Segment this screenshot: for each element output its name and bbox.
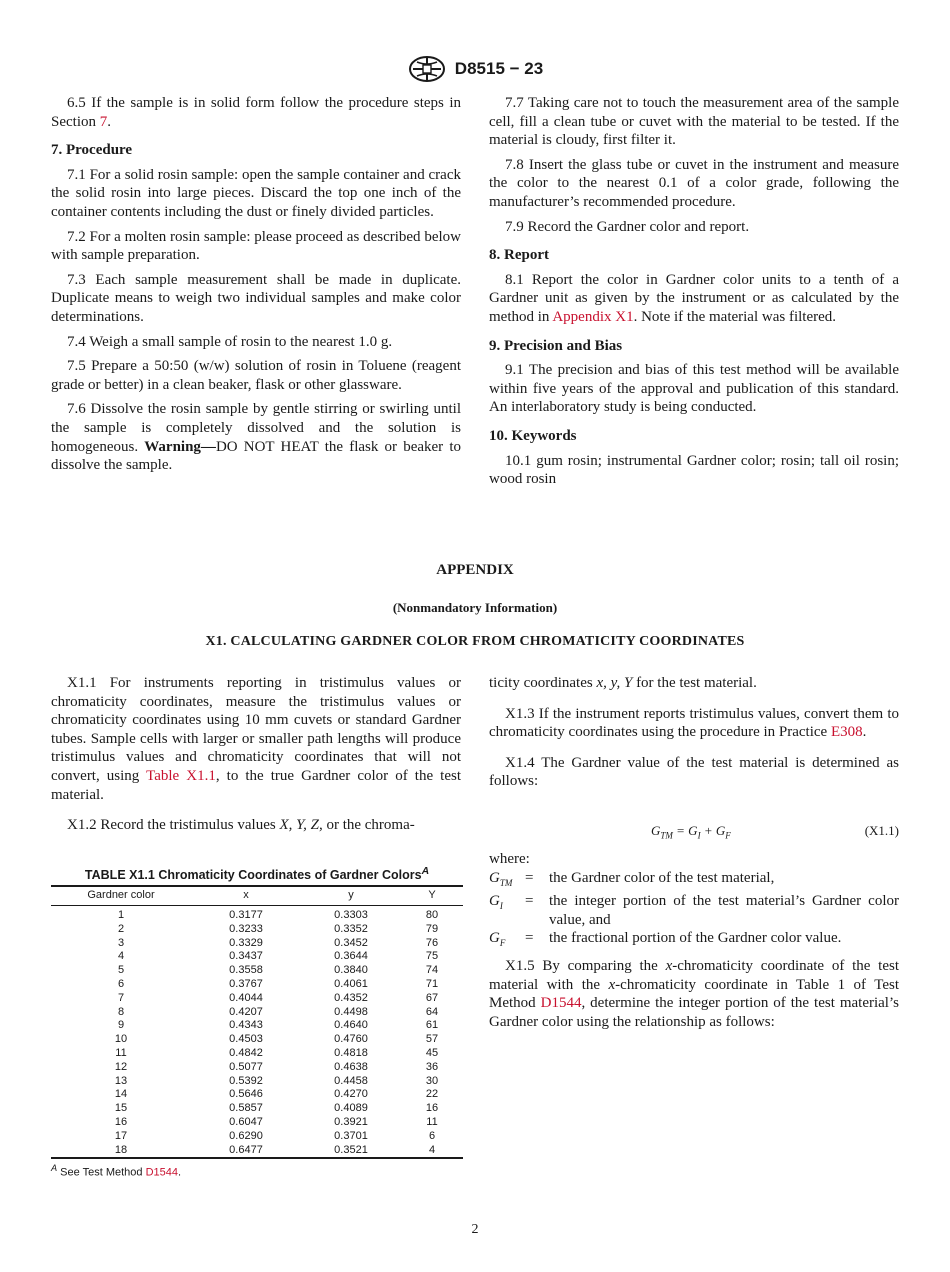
Y-cell: 57: [425, 1033, 439, 1046]
gardner-color-cell: 10: [114, 1033, 128, 1046]
paragraph-x1-5-wrap: [489, 957, 899, 1037]
gardner-color-cell: 1: [117, 909, 125, 921]
gardner-color-cell: 15: [114, 1102, 128, 1115]
x-cell: 0.6047: [229, 1115, 263, 1128]
Y-cell: 71: [425, 977, 439, 990]
gardner-color-cell: 4: [117, 950, 125, 963]
header-Y: Y: [401, 886, 463, 906]
Y-cell: 76: [425, 936, 439, 949]
table-header-row: [51, 886, 463, 906]
y-cell: 0.3921: [334, 1115, 368, 1128]
Y-cell: 75: [425, 950, 439, 963]
gardner-color-cell: 2: [117, 922, 125, 935]
Y-cell: 67: [425, 991, 439, 1004]
x-cell: 0.5646: [229, 1088, 263, 1101]
y-cell: 0.4061: [334, 977, 368, 990]
table-row: [51, 1061, 463, 1075]
x-cell: 0.5392: [229, 1074, 263, 1087]
paragraph-x1-1: X1.1 For instruments reporting in tristimulus values or chromaticity coordinates, measure the tristimulus values or chromaticity coordinates using 10 mm cuvets or standard Gardner tubes. Sample cells with larger or smaller path lengths will produce tristimulus values and chromaticity coordinates that will not convert, using Table X1.1, to the true Gardner color of the test material.: [51, 675, 462, 803]
paragraph-6-5: 6.5 If the sample is in solid form follow the procedure steps in Section 7.: [51, 95, 461, 130]
where-label: where:: [489, 851, 530, 867]
x-cell: 0.4842: [229, 1046, 263, 1059]
equation-body: $G_{TM} = G_I + G_F$: [651, 823, 731, 841]
paragraph-7-9: 7.9 Record the Gardner color and report.: [505, 218, 750, 235]
x-cell: 0.4044: [229, 991, 263, 1004]
left-column-bottom: [51, 674, 461, 841]
y-cell: 0.3452: [334, 936, 368, 949]
paragraph-7-2: 7.2 For a molten rosin sample: please proceed as described below with sample preparation.: [51, 228, 461, 264]
table-row: [51, 992, 463, 1006]
paragraph-7-7: 7.7 Taking care not to touch the measurement area of the sample cell, fill a clean tube or cuvet with the material to be tested. If the material is cloudy, first filter it.: [489, 95, 899, 149]
paragraph-x1-4: X1.4 The Gardner value of the test material is determined as follows:: [489, 754, 899, 790]
page-header: [0, 56, 950, 84]
y-cell: 0.3840: [334, 964, 368, 977]
definition-gtm: $G_{TM}$ = the Gardner color of the test material,: [489, 869, 775, 888]
heading-procedure: 7. Procedure: [51, 142, 133, 159]
section-7-link[interactable]: 7: [99, 113, 108, 130]
document-code: D8515 − 23: [454, 59, 544, 78]
gardner-color-cell: 3: [117, 936, 125, 949]
header-x: x: [191, 886, 301, 906]
y-cell: 0.3352: [334, 922, 368, 935]
d1544-footnote-link[interactable]: D1544: [145, 1166, 178, 1179]
table-footnote: $^A$ See Test Method D1544.: [51, 1163, 182, 1179]
gardner-chromaticity-table: [51, 885, 463, 1159]
x-cell: 0.3177: [229, 909, 263, 921]
gardner-color-cell: 11: [115, 1046, 127, 1059]
table-row: [51, 1075, 463, 1089]
definition-gi: $G_I$ = the integer portion of the test material’s Gardner color value, and: [489, 893, 899, 928]
gardner-color-cell: 14: [114, 1088, 128, 1101]
x-cell: 0.4503: [229, 1033, 263, 1046]
heading-precision-bias: 9. Precision and Bias: [489, 337, 623, 354]
Y-cell: 79: [425, 922, 439, 935]
Y-cell: 61: [425, 1019, 439, 1032]
Y-cell: 64: [425, 1005, 439, 1018]
paragraph-10-1: 10.1 gum rosin; instrumental Gardner color; rosin; tall oil rosin; wood rosin: [489, 452, 899, 488]
y-cell: 0.4760: [334, 1033, 368, 1046]
table-row: [51, 950, 463, 964]
appendix-subtitle: (Nonmandatory Information): [392, 600, 558, 615]
header-gardner-color: Gardner color: [51, 886, 191, 906]
gardner-color-cell: 8: [117, 1005, 125, 1018]
x-cell: 0.3329: [229, 936, 263, 949]
y-cell: 0.3521: [301, 1144, 401, 1159]
astm-logo-icon: [407, 56, 447, 82]
table-row: [51, 1116, 463, 1130]
e308-link[interactable]: E308: [830, 724, 863, 741]
definition-gf: $G_F$ = the fractional portion of the Gardner color value.: [489, 930, 842, 948]
y-cell: 0.4640: [334, 1019, 368, 1032]
page-number: 2: [471, 1222, 479, 1237]
equation-x1-1: [489, 823, 899, 841]
table-row: [51, 1088, 463, 1102]
right-column-top: [489, 94, 899, 495]
paragraph-x1-3: X1.3 If the instrument reports tristimulus values, convert them to chromaticity coordinates using the procedure in Practice E308.: [489, 705, 899, 741]
y-cell: 0.4498: [334, 1005, 368, 1018]
table-row: [51, 1033, 463, 1047]
Y-cell: 22: [425, 1088, 439, 1101]
table-row: [51, 964, 463, 978]
equation-number: (X1.1): [864, 823, 899, 838]
Y-cell: 36: [425, 1060, 439, 1073]
appendix-x1-link[interactable]: Appendix X1: [552, 308, 634, 325]
where-definitions: [489, 850, 899, 953]
header-y: y: [301, 886, 401, 906]
paragraph-7-3: 7.3 Each sample measurement shall be made in duplicate. Duplicate means to weigh two individual samples and make color determinations.: [51, 271, 461, 325]
gardner-table-wrap: [51, 885, 463, 1159]
table-caption: TABLE X1.1 Chromaticity Coordinates of Gardner Colors$^A$: [84, 866, 430, 883]
gardner-color-cell: 12: [114, 1060, 128, 1073]
x-cell: 0.4343: [229, 1019, 263, 1032]
warning-label: Warning—: [144, 438, 216, 455]
Y-cell: 11: [426, 1115, 438, 1128]
appendix-title: APPENDIX: [436, 562, 514, 578]
paragraph-7-8: 7.8 Insert the glass tube or cuvet in the instrument and measure the color to the nearest 0.1 of a color grade, following the manufacturer’s recommended procedure.: [489, 156, 899, 210]
x-cell: 0.3767: [229, 977, 263, 990]
heading-keywords: 10. Keywords: [489, 427, 577, 444]
Y-cell: 16: [425, 1102, 439, 1115]
Y-cell: 4: [401, 1144, 463, 1159]
y-cell: 0.4089: [334, 1102, 368, 1115]
table-row: [51, 1019, 463, 1033]
paragraph-7-4: 7.4 Weigh a small sample of rosin to the nearest 1.0 g.: [67, 333, 393, 350]
Y-cell: 30: [425, 1074, 439, 1087]
paragraph-8-1: 8.1 Report the color in Gardner color units to a tenth of a Gardner unit as given by the instrument or as calculated by the method in Appendix X1. Note if the material was filtered.: [489, 271, 899, 325]
x-cell: 0.5857: [229, 1102, 263, 1115]
y-cell: 0.4638: [334, 1060, 368, 1073]
x-cell: 0.6477: [191, 1144, 301, 1159]
y-cell: 0.4352: [334, 991, 368, 1004]
right-column-bottom: [489, 674, 899, 797]
gardner-color-cell: 17: [114, 1129, 128, 1142]
appendix-section-heading: X1. CALCULATING GARDNER COLOR FROM CHROMATICITY COORDINATES: [205, 634, 745, 649]
y-cell: 0.4270: [334, 1088, 368, 1101]
paragraph-7-6: 7.6 Dissolve the rosin sample by gentle stirring or swirling until the sample is completely dissolved and the solution is homogeneous. Warning—DO NOT HEAT the flask or beaker to dissolve the sample.: [51, 401, 461, 474]
gardner-color-cell: 13: [114, 1074, 128, 1087]
table-row: [51, 1130, 463, 1144]
table-x1-1-link[interactable]: Table X1.1: [146, 767, 216, 784]
paragraph-x1-5: X1.5 By comparing the x-chromaticity coordinate of the test material with the x-chromaticity coordinate in Table 1 of Test Method D1544, determine the integer portion of the test material’s Gardner color using the relationship as follows:: [489, 958, 899, 1030]
table-row: [51, 1047, 463, 1061]
table-row: [51, 923, 463, 937]
table-row: [51, 1102, 463, 1116]
Y-cell: 45: [425, 1046, 439, 1059]
table-row: [51, 978, 463, 992]
y-cell: 0.3644: [334, 950, 368, 963]
d1544-link[interactable]: D1544: [540, 995, 582, 1012]
table-row: [51, 937, 463, 951]
x-cell: 0.3437: [229, 950, 263, 963]
x-cell: 0.3558: [229, 964, 263, 977]
x-cell: 0.3233: [229, 922, 263, 935]
paragraph-7-5: 7.5 Prepare a 50:50 (w/w) solution of rosin in Toluene (reagent grade or better) in a clean beaker, flask or other glassware.: [51, 358, 461, 393]
gardner-color-cell: 18: [51, 1144, 191, 1159]
y-cell: 0.3701: [334, 1129, 368, 1142]
y-cell: 0.4818: [334, 1046, 368, 1059]
paragraph-x1-2-continued: ticity coordinates x, y, Y for the test material.: [489, 675, 757, 691]
paragraph-9-1: 9.1 The precision and bias of this test method will be available within five years of the approval and publication of this standard. An interlaboratory study is being conducted.: [489, 362, 899, 416]
x-cell: 0.4207: [229, 1005, 263, 1018]
x-cell: 0.5077: [229, 1060, 263, 1073]
left-column-top: [51, 94, 461, 481]
Y-cell: 80: [425, 909, 439, 921]
paragraph-7-1: 7.1 For a solid rosin sample: open the sample container and crack the solid rosin into large pieces. Discard the top one inch of the container contents including the dust or finely divided particles.: [51, 166, 461, 220]
gardner-color-cell: 16: [114, 1115, 128, 1128]
heading-report: 8. Report: [489, 247, 549, 264]
table-row: [51, 1006, 463, 1020]
y-cell: 0.4458: [334, 1074, 368, 1087]
y-cell: 0.3303: [334, 909, 368, 921]
table-row: [51, 1144, 463, 1159]
gardner-color-cell: 9: [117, 1019, 125, 1032]
gardner-color-cell: 6: [117, 977, 125, 990]
table-row: [51, 906, 463, 923]
Y-cell: 6: [428, 1129, 436, 1142]
paragraph-x1-2: X1.2 Record the tristimulus values X, Y, Z, or the chroma-: [67, 817, 415, 834]
Y-cell: 74: [425, 964, 439, 977]
gardner-color-cell: 5: [117, 964, 125, 977]
x-cell: 0.6290: [229, 1129, 263, 1142]
gardner-color-cell: 7: [117, 991, 125, 1004]
